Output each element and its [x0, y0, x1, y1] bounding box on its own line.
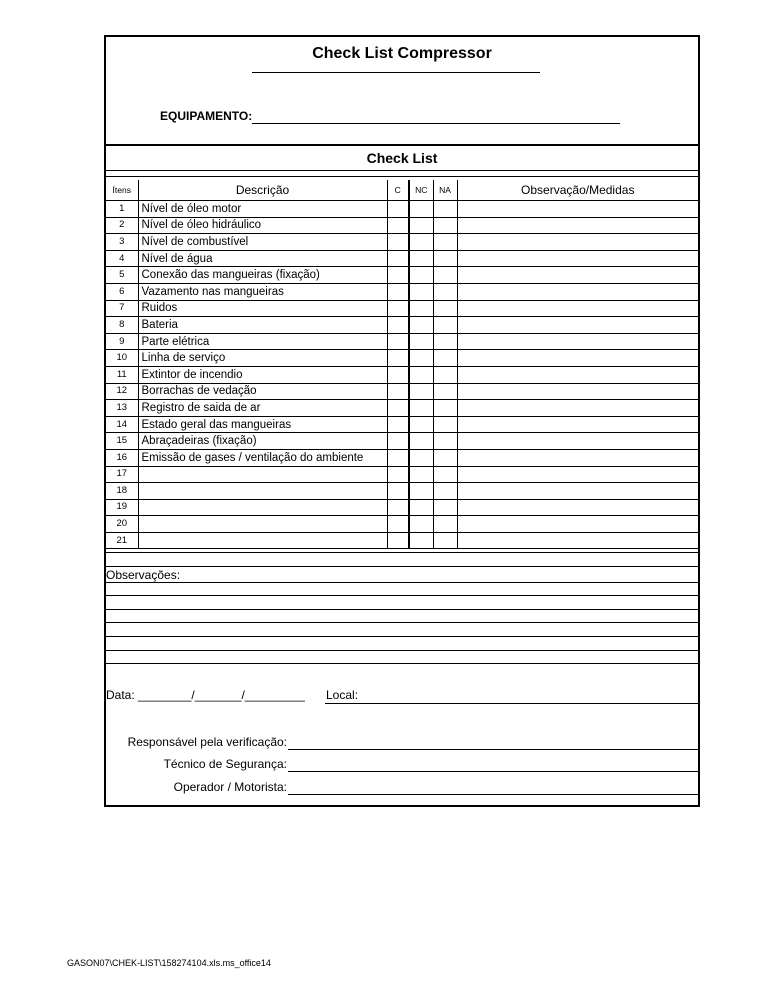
form-title: Check List Compressor — [312, 45, 492, 62]
file-path: GASON07\CHEK-LIST\158274104.xls.ms_office14 — [67, 958, 271, 968]
observation-cell[interactable] — [457, 499, 698, 516]
observation-line[interactable] — [106, 636, 698, 637]
item-description: Nível de combustível — [138, 234, 387, 251]
checkbox-nc[interactable] — [409, 483, 433, 500]
item-number: 15 — [106, 433, 138, 450]
item-description — [138, 466, 387, 483]
observation-cell[interactable] — [457, 201, 698, 218]
table-row — [106, 400, 698, 417]
table-row — [106, 532, 698, 549]
item-number: 9 — [106, 333, 138, 350]
checkbox-na[interactable] — [433, 283, 457, 300]
table-row — [106, 433, 698, 450]
divider — [106, 552, 698, 553]
safety-tech-label: Técnico de Segurança: — [163, 757, 287, 771]
checkbox-na[interactable] — [433, 201, 457, 218]
checkbox-nc[interactable] — [409, 499, 433, 516]
checkbox-nc[interactable] — [409, 267, 433, 284]
checkbox-c[interactable] — [387, 234, 409, 251]
date-field[interactable]: Data: ________/_______/_________ — [106, 688, 305, 702]
table-row — [106, 499, 698, 516]
table-row — [106, 317, 698, 334]
checkbox-nc[interactable] — [409, 317, 433, 334]
table-row — [106, 300, 698, 317]
checkbox-c[interactable] — [387, 416, 409, 433]
table-header-row — [106, 180, 698, 201]
checkbox-c[interactable] — [387, 201, 409, 218]
checkbox-nc[interactable] — [409, 234, 433, 251]
checkbox-na[interactable] — [433, 300, 457, 317]
local-label: Local: — [326, 688, 359, 702]
checkbox-nc[interactable] — [409, 516, 433, 533]
divider — [106, 144, 698, 146]
column-header-items: Ítens — [106, 180, 138, 201]
observation-cell[interactable] — [457, 234, 698, 251]
item-number: 8 — [106, 317, 138, 334]
checkbox-c[interactable] — [387, 217, 409, 234]
column-header-description: Descrição — [138, 180, 387, 201]
item-number: 3 — [106, 234, 138, 251]
checkbox-na[interactable] — [433, 333, 457, 350]
observation-cell[interactable] — [457, 333, 698, 350]
checkbox-c[interactable] — [387, 300, 409, 317]
item-number: 20 — [106, 516, 138, 533]
checkbox-na[interactable] — [433, 317, 457, 334]
checkbox-nc[interactable] — [409, 283, 433, 300]
equipment-field[interactable] — [252, 123, 620, 124]
checkbox-na[interactable] — [433, 466, 457, 483]
checklist-form — [104, 35, 700, 807]
divider — [106, 170, 698, 171]
table-row — [106, 267, 698, 284]
responsible-label: Responsável pela verificação: — [127, 735, 287, 749]
item-description: Nível de óleo hidráulico — [138, 217, 387, 234]
checkbox-c[interactable] — [387, 466, 409, 483]
table-row — [106, 283, 698, 300]
checkbox-na[interactable] — [433, 267, 457, 284]
column-header-observation: Observação/Medidas — [457, 180, 698, 201]
observation-cell[interactable] — [457, 483, 698, 500]
table-row — [106, 234, 698, 251]
observation-cell[interactable] — [457, 383, 698, 400]
checkbox-nc[interactable] — [409, 250, 433, 267]
observation-line[interactable] — [106, 595, 698, 596]
table-row — [106, 383, 698, 400]
item-description: Registro de saida de ar — [138, 400, 387, 417]
observation-cell[interactable] — [457, 317, 698, 334]
item-number: 5 — [106, 267, 138, 284]
checkbox-na[interactable] — [433, 483, 457, 500]
checkbox-nc[interactable] — [409, 466, 433, 483]
observation-cell[interactable] — [457, 283, 698, 300]
observation-line[interactable] — [106, 650, 698, 651]
checkbox-na[interactable] — [433, 416, 457, 433]
checkbox-na[interactable] — [433, 250, 457, 267]
observation-cell[interactable] — [457, 466, 698, 483]
checkbox-na[interactable] — [433, 234, 457, 251]
checkbox-na[interactable] — [433, 350, 457, 367]
item-description: Emissão de gases / ventilação do ambiente — [138, 449, 387, 466]
item-number: 21 — [106, 532, 138, 549]
item-number: 14 — [106, 416, 138, 433]
item-description: Conexão das mangueiras (fixação) — [138, 267, 387, 284]
checkbox-nc[interactable] — [409, 416, 433, 433]
observation-cell[interactable] — [457, 300, 698, 317]
table-row — [106, 366, 698, 383]
item-number: 10 — [106, 350, 138, 367]
observation-cell[interactable] — [457, 267, 698, 284]
observation-cell[interactable] — [457, 366, 698, 383]
checkbox-na[interactable] — [433, 383, 457, 400]
operator-field[interactable] — [288, 794, 698, 795]
checkbox-c[interactable] — [387, 449, 409, 466]
title-underline — [252, 72, 540, 73]
checkbox-na[interactable] — [433, 449, 457, 466]
observation-line[interactable] — [106, 663, 698, 664]
observation-line[interactable] — [106, 582, 698, 583]
checkbox-nc[interactable] — [409, 366, 433, 383]
table-row — [106, 416, 698, 433]
item-number: 19 — [106, 499, 138, 516]
checkbox-c[interactable] — [387, 400, 409, 417]
divider — [106, 176, 698, 177]
checkbox-nc[interactable] — [409, 333, 433, 350]
observation-cell[interactable] — [457, 516, 698, 533]
observation-cell[interactable] — [457, 350, 698, 367]
checkbox-na[interactable] — [433, 433, 457, 450]
item-description: Bateria — [138, 317, 387, 334]
table-row — [106, 483, 698, 500]
table-row — [106, 217, 698, 234]
safety-tech-field[interactable] — [288, 771, 698, 772]
checkbox-c[interactable] — [387, 267, 409, 284]
item-description — [138, 516, 387, 533]
section-title: Check List — [366, 150, 438, 166]
checkbox-c[interactable] — [387, 250, 409, 267]
checkbox-c[interactable] — [387, 383, 409, 400]
checkbox-c[interactable] — [387, 433, 409, 450]
checkbox-na[interactable] — [433, 217, 457, 234]
observation-cell[interactable] — [457, 433, 698, 450]
checkbox-c[interactable] — [387, 283, 409, 300]
item-description: Abraçadeiras (fixação) — [138, 433, 387, 450]
checkbox-nc[interactable] — [409, 532, 433, 549]
item-description: Estado geral das mangueiras — [138, 416, 387, 433]
item-number: 11 — [106, 366, 138, 383]
checkbox-nc[interactable] — [409, 350, 433, 367]
item-description — [138, 532, 387, 549]
observation-cell[interactable] — [457, 532, 698, 549]
column-header-na: NA — [433, 180, 457, 201]
local-field[interactable] — [325, 703, 698, 704]
checkbox-na[interactable] — [433, 366, 457, 383]
table-row — [106, 516, 698, 533]
item-description: Linha de serviço — [138, 350, 387, 367]
item-number: 2 — [106, 217, 138, 234]
observation-line[interactable] — [106, 609, 698, 610]
equipment-label: EQUIPAMENTO: — [160, 109, 253, 123]
item-number: 17 — [106, 466, 138, 483]
observation-line[interactable] — [106, 622, 698, 623]
column-header-nc: NC — [409, 180, 433, 201]
checkbox-na[interactable] — [433, 400, 457, 417]
checkbox-nc[interactable] — [409, 383, 433, 400]
checkbox-c[interactable] — [387, 350, 409, 367]
checkbox-c[interactable] — [387, 333, 409, 350]
checkbox-nc[interactable] — [409, 300, 433, 317]
checkbox-c[interactable] — [387, 366, 409, 383]
item-description: Nível de água — [138, 250, 387, 267]
observation-cell[interactable] — [457, 400, 698, 417]
item-description: Parte elétrica — [138, 333, 387, 350]
item-description: Nível de óleo motor — [138, 201, 387, 218]
observation-cell[interactable] — [457, 449, 698, 466]
column-header-c: C — [387, 180, 409, 201]
table-row — [106, 449, 698, 466]
checklist-table — [106, 180, 698, 549]
table-row — [106, 201, 698, 218]
item-description — [138, 499, 387, 516]
item-description — [138, 483, 387, 500]
checkbox-nc[interactable] — [409, 449, 433, 466]
table-row — [106, 350, 698, 367]
item-number: 1 — [106, 201, 138, 218]
item-number: 18 — [106, 483, 138, 500]
checkbox-nc[interactable] — [409, 201, 433, 218]
checkbox-nc[interactable] — [409, 433, 433, 450]
observation-cell[interactable] — [457, 416, 698, 433]
divider — [106, 566, 698, 567]
checkbox-na[interactable] — [433, 532, 457, 549]
item-number: 4 — [106, 250, 138, 267]
table-row — [106, 466, 698, 483]
checkbox-nc[interactable] — [409, 400, 433, 417]
item-number: 13 — [106, 400, 138, 417]
checkbox-na[interactable] — [433, 499, 457, 516]
table-row — [106, 333, 698, 350]
responsible-field[interactable] — [288, 749, 698, 750]
checkbox-na[interactable] — [433, 516, 457, 533]
item-description: Vazamento nas mangueiras — [138, 283, 387, 300]
checkbox-c[interactable] — [387, 499, 409, 516]
item-number: 16 — [106, 449, 138, 466]
checkbox-c[interactable] — [387, 483, 409, 500]
checkbox-nc[interactable] — [409, 217, 433, 234]
item-description: Borrachas de vedação — [138, 383, 387, 400]
checkbox-c[interactable] — [387, 532, 409, 549]
checkbox-c[interactable] — [387, 317, 409, 334]
observations-label: Observações: — [106, 568, 181, 582]
item-number: 6 — [106, 283, 138, 300]
operator-label: Operador / Motorista: — [173, 780, 287, 794]
observation-cell[interactable] — [457, 217, 698, 234]
item-description: Ruidos — [138, 300, 387, 317]
item-number: 12 — [106, 383, 138, 400]
observation-cell[interactable] — [457, 250, 698, 267]
table-row — [106, 250, 698, 267]
checkbox-c[interactable] — [387, 516, 409, 533]
item-description: Extintor de incendio — [138, 366, 387, 383]
item-number: 7 — [106, 300, 138, 317]
